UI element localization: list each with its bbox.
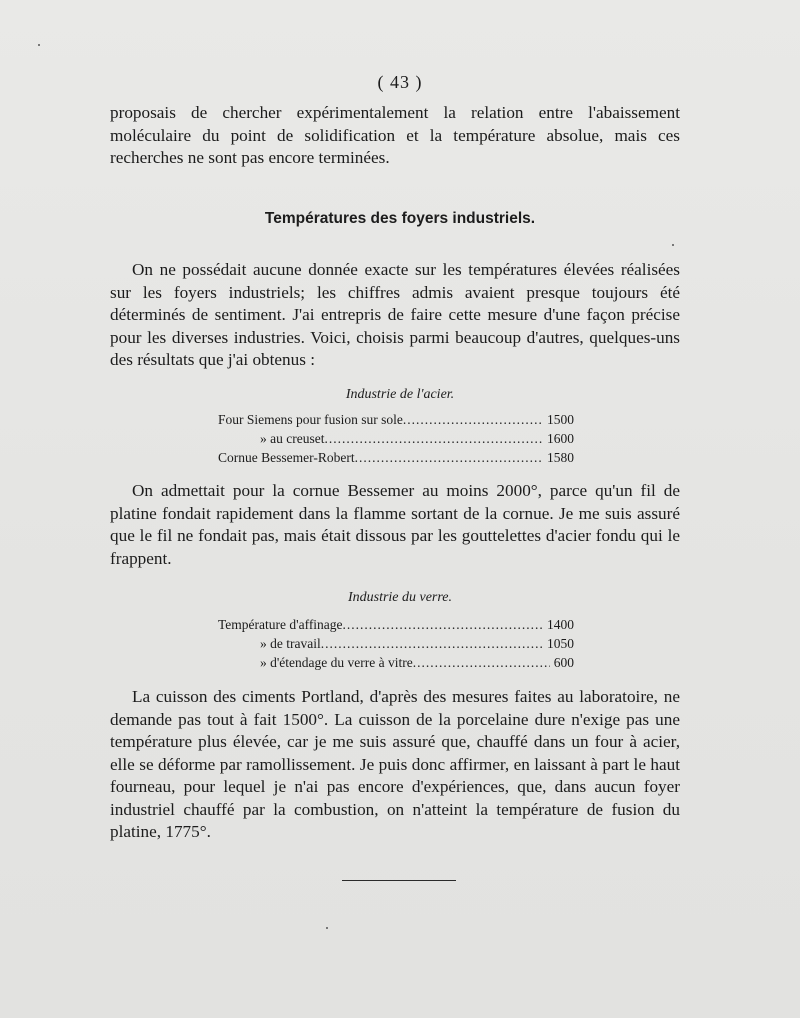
dot-leader	[321, 634, 543, 653]
row-label: Cornue Bessemer-Robert	[218, 450, 355, 465]
row-value: 1600	[547, 431, 574, 446]
row-value: 600	[553, 655, 574, 670]
row-label: » au creuset	[260, 431, 325, 446]
speck	[672, 244, 674, 246]
table-row	[218, 448, 574, 467]
dot-leader	[343, 615, 543, 634]
row-value: 1400	[547, 617, 574, 632]
table-row	[218, 634, 574, 653]
speck	[38, 44, 40, 46]
row-label: » de travail	[260, 636, 321, 651]
glass-table	[218, 615, 574, 672]
intro-paragraph: proposais de chercher expérimentalement la relation entre l'abaissement moléculaire du point de solidification et la température absolue, mais ces recherches ne sont pas encore terminées.	[110, 103, 680, 167]
paragraph-3: La cuisson des ciments Portland, d'après des mesures faites au laboratoire, ne demande pas tout à fait 1500°. La cuisson de la porcelaine dure n'exige pas une température plus élevée, car je me suis assuré que, chauffé dans un four à acier, elle se déforme par ramollissement. Je puis donc affirmer, en laissant à part le haut fourneau, pour lequel je n'ai pas encore d'expériences, que, dans aucun foyer industriel chauffé par la combustion, on n'atteint la température de fusion du platine, 1775°.	[110, 687, 680, 841]
dot-leader	[403, 410, 543, 429]
row-label: Température d'affinage	[218, 617, 343, 632]
row-label: » d'étendage du verre à vitre	[260, 655, 413, 670]
row-value: 1050	[547, 636, 574, 651]
table-row	[218, 429, 574, 448]
page-number: ( 43 )	[377, 72, 423, 92]
paragraph-2: On admettait pour la cornue Bessemer au moins 2000°, parce qu'un fil de platine fondait rapidement dans la flamme sortant de la cornue. Je me suis assuré que le fil ne fondait pas, mais était dissous par les gouttelettes d'acier fondu qui le frappent.	[110, 481, 680, 568]
paragraph-1: On ne possédait aucune donnée exacte sur les températures élevées réalisées sur les foyers industriels; les chiffres admis avaient presque toujours été déterminés de sentiment. J'ai entrepris de faire cette mesure d'une façon précise pour les diverses industries. Voici, choisis parmi beaucoup d'autres, quelques-uns des résultats que j'ai obtenus :	[110, 260, 680, 369]
speck	[326, 927, 328, 929]
section-title: Températures des foyers industriels.	[264, 210, 536, 227]
row-value: 1500	[547, 412, 574, 427]
glass-table-title: Industrie du verre.	[347, 590, 453, 605]
row-value: 1580	[547, 450, 574, 465]
table-row	[218, 615, 574, 634]
row-label: Four Siemens pour fusion sur sole	[218, 412, 403, 427]
dot-leader	[355, 448, 543, 467]
dot-leader	[324, 429, 543, 448]
table-row	[218, 653, 574, 672]
closing-rule	[342, 880, 456, 881]
dot-leader	[413, 653, 550, 672]
table-row	[218, 410, 574, 429]
steel-table	[218, 410, 574, 467]
steel-table-title: Industrie de l'acier.	[345, 387, 455, 402]
